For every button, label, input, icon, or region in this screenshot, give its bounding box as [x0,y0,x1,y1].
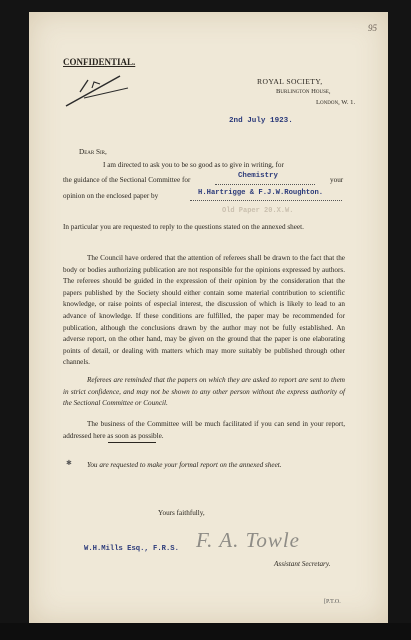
intro-line-2-prefix: the guidance of the Sectional Committee for [63,176,191,184]
margin-star-icon: ✱ [66,459,72,467]
pto-note: [P.T.O. [324,599,341,605]
addressed-here-underline [108,442,156,443]
folio-number: 95 [368,23,377,33]
org-address-1: Burlington House, [276,88,331,95]
intro-line-1: I am directed to ask you to be so good as to give in writing, for [103,161,284,169]
council-paragraph: The Council have ordered that the attention of referees shall be drawn to the fact that the body or bodies authorizing publication are not responsible for the opinions expressed by authors. The referees should be guided in the expression of their opinion by the consideration that the papers published by the Society should either contain some material contribution to scientific knowledge, or raise points of especial interest, the discussion of which is likely to lead to an advance of knowledge. If these conditions are fulfilled, the paper may be recommended for publication, although the conclusions drawn by the author may not be fully established. An adverse report, on the other hand, may be given on the ground that the paper is one elaborating points of detail, or dealing with matters which may more suitably be published through other channels. [63,254,345,367]
signature: F. A. Towle [196,528,300,552]
closing-line: Yours faithfully, [158,509,205,517]
intro-line-3-prefix: opinion on the enclosed paper by [63,192,159,200]
intro-line-2-suffix: your [330,176,344,184]
confidential-heading: CONFIDENTIAL. [63,57,136,67]
business-paragraph: The business of the Committee will be much facilitated if you can send in your report, addressed here as soon as possible. [63,420,345,440]
scan-background [0,623,411,640]
paper-authors: H.Hartrigge & F.J.W.Roughton. [198,189,324,197]
org-address-2: London, W. 1. [316,99,356,106]
pencil-mark-icon [62,68,132,110]
recipient-name: W.H.Mills Esq., F.R.S. [84,545,179,553]
salutation: Dear Sir, [79,148,107,156]
committee-name: Chemistry [238,172,278,180]
committee-fill-line [215,184,315,185]
faint-overprint-text: Old Paper 20.X.W. [222,207,294,215]
authors-fill-line [190,200,342,201]
letter-date: 2nd July 1923. [229,117,293,125]
formal-report-request: You are requested to make your formal report on the annexed sheet. [87,461,282,469]
particular-paragraph: In particular you are requested to reply to the questions stated on the annexed sheet. [63,223,304,231]
org-name: ROYAL SOCIETY, [257,77,323,86]
signer-title: Assistant Secretary. [274,560,331,568]
referee-reminder: Referees are reminded that the papers on which they are asked to report are sent to them in strict confidence, and may not be shown to any other person without the express authority of the Sectional Committee or Council. [63,376,345,408]
